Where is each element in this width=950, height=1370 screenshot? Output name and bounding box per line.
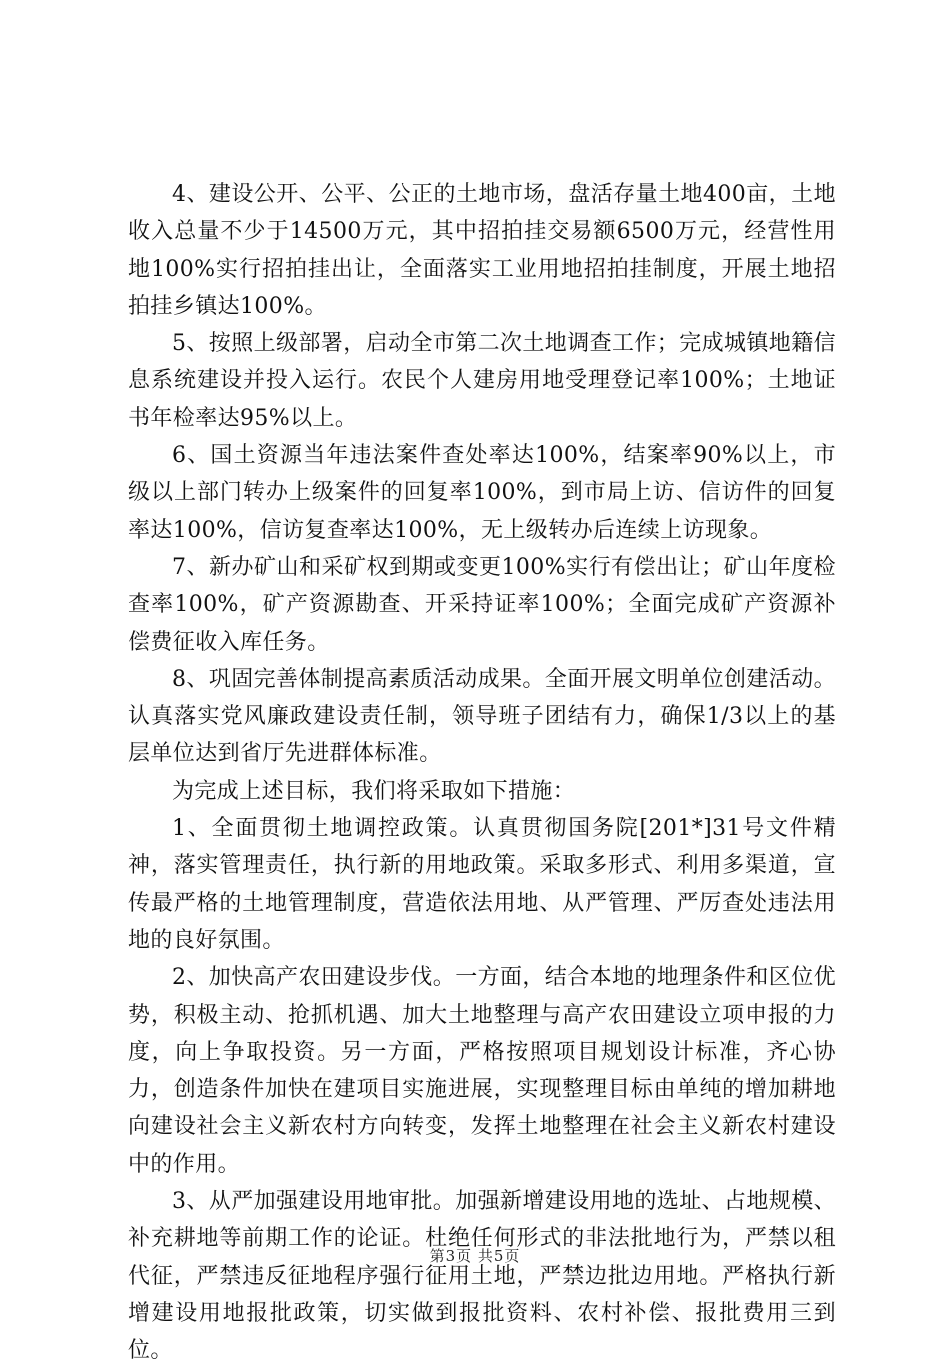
paragraph-target-4: 4、建设公开、公平、公正的土地市场，盘活存量土地400亩，土地收入总量不少于14500万元，其中招拍挂交易额6500万元，经营性用地100%实行招拍挂出让，全面落实工业用地招拍挂制度，开展土地招拍挂乡镇达100%。	[128, 182, 836, 319]
paragraph-target-7: 7、新办矿山和采矿权到期或变更100%实行有偿出让；矿山年度检查率100%，矿产资源勘查、开采持证率100%；全面完成矿产资源补偿费征收入库任务。	[128, 554, 836, 655]
paragraph-measure-3: 3、从严加强建设用地审批。加强新增建设用地的选址、占地规模、补充耕地等前期工作的论证。杜绝任何形式的非法批地行为，严禁以租代征，严禁违反征地程序强行征用土地，严禁边批边用地。严格执行新增建设用地报批政策，切实做到报批资料、农村补偿、报批费用三到位。	[128, 1189, 836, 1364]
paragraph-target-6: 6、国土资源当年违法案件查处率达100%，结案率90%以上，市级以上部门转办上级案件的回复率100%，到市局上访、信访件的回复率达100%，信访复查率达100%，无上级转办后连续上访现象。	[128, 443, 836, 543]
paragraph-measure-1: 1、全面贯彻土地调控政策。认真贯彻国务院[201*]31号文件精神，落实管理责任，执行新的用地政策。采取多形式、利用多渠道，宣传最严格的土地管理制度，营造依法用地、从严管理、严厉查处违法用地的良好氛围。	[128, 816, 836, 953]
paragraph-target-5: 5、按照上级部署，启动全市第二次土地调查工作；完成城镇地籍信息系统建设并投入运行。农民个人建房用地受理登记率100%；土地证书年检率达95%以上。	[128, 331, 836, 431]
paragraph-measures-intro: 为完成上述目标，我们将采取如下措施：	[172, 778, 576, 804]
paragraph-measure-2: 2、加快高产农田建设步伐。一方面，结合本地的地理条件和区位优势，积极主动、抢抓机遇、加大土地整理与高产农田建设立项申报的力度，向上争取投资。另一方面，严格按照项目规划设计标准，齐心协力，创造条件加快在建项目实施进展，实现整理目标由单纯的增加耕地向建设社会主义新农村方向转变，发挥土地整理在社会主义新农村建设中的作用。	[128, 965, 836, 1177]
page-footer: 第3页 共5页	[429, 1247, 521, 1265]
document-body	[128, 176, 836, 1370]
paragraph-target-8: 8、巩固完善体制提高素质活动成果。全面开展文明单位创建活动。认真落实党风廉政建设责任制，领导班子团结有力，确保1/3以上的基层单位达到省厅先进群体标准。	[128, 666, 836, 767]
